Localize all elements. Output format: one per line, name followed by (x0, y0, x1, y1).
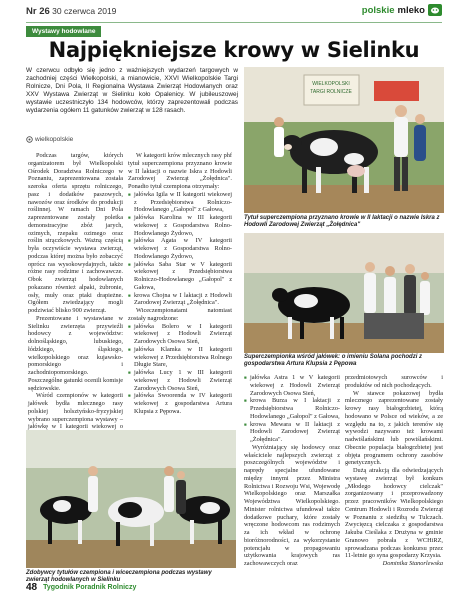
list-item: ■ krowa Mewara w II laktacji z Hodowli Zarodowej Zwierząt „Żołędnica". (244, 421, 340, 444)
photo-caption: Zdobywcy tytułów czempiona i wiceczempiona podczas wystawy zwierząt hodowlanych w Sielinku (26, 570, 212, 584)
list-item: ■ jałówka Karolina w III kategorii wiekowej z Gospodarstwa Rolno-Hodowlanego Żydowo, (128, 214, 232, 237)
body-paragraph: Wyróżniający się hodowcy oraz właściciele najlepszych zwierząt z poszczególnych województw i naprędy specjalne ufundowane między innymi przez Ministra Rolnictwa i Rozwoju Wsi, Wojewodę Wielkopolskiego oraz Marszałka Województwa Wielkopolskiego. Minister rolnictwa ufundował także dodatkowe puchary, które zostały wręczone hodowcom ras rodzimych za ich wkład w ochronę bioróżnorodności, za wykorzystanie potencjału w propagowaniu użytkowania krajowych ras zachowawczych oraz (244, 443, 340, 567)
list-item: ■ krowa Burza w I laktacji z Przedsiębiorstwa Rolniczo-Hodowlanego „Gałopol" z Gałowa, (244, 397, 340, 420)
list-item: ■ jałówka Astra 1 w V kategorii wiekowej z Hodowli Zwierząt Zarodowych Osowa Sień, (244, 374, 340, 397)
photo-image (244, 233, 444, 353)
list-item: ■ jałówka Klamka w II kategorii wiekowej z Przedsiębiorstwa Rolnego Długie Stare, (128, 346, 232, 369)
publication-name: Tygodnik Poradnik Rolniczy (43, 584, 137, 591)
article-column-3 (244, 374, 340, 568)
tag-icon (26, 136, 33, 143)
body-paragraph: Wiceczempionatami natomiast zostały nagrodzone: (128, 307, 232, 322)
body-paragraph: Wśród czempionów w kategorii jałówek bydła mlecznego rasy polskiej holsztyńsko-fryzyjskiej wybrano superczempiona wystawy – jałówkę w I kategorii wiekowej o (28, 392, 123, 431)
list-item: ■ jałówka Agata w IV kategorii wiekowej z Gospodarstwa Rolno-Hodowlanego Żydowo, (128, 237, 232, 260)
body-paragraph: Dużą atrakcją dla odwiedzających wystawę zwierząt był konkurs „Młodego hodowcy cielczak" zorganizowany i przeprowadzony przez pracowników Wielkopolskiego Centrum Hodowli i Rozrodu Zwierząt w Poznaniu z siedzibą w Tulczach. Zwycięzcą cielczaka z gospodarstwa Jakuba Cieślaka z Drużyna w gminie Granowo pobrała z WCHiRZ, sprowadzana podczas konkursu przez 11-letnie go syna gospodarzy Krzysia. (345, 467, 443, 560)
header-divider (26, 22, 442, 23)
vice-champion-list (128, 323, 232, 416)
photo-caption: Tytuł superczempiona przyznano krowie w II laktacji o nazwie Iskra z Hodowli Zarodowej Zwierząt „Żołędnica" (244, 215, 440, 229)
list-item: ■ jałówka Swoorenda w IV kategorii wiekowej z gospodarstwa Artura Klupsia z Pępowa. (128, 392, 232, 415)
article-column-4 (345, 374, 443, 568)
photo-superchampion-cow (244, 67, 444, 213)
article-column-1 (28, 152, 123, 447)
brand-right: mleko (397, 4, 425, 16)
photo-image (26, 430, 236, 568)
banner-text: WIELKOPOLSKI (312, 81, 350, 87)
article-column-2 (128, 152, 232, 416)
page-header (26, 4, 442, 22)
body-paragraph: Prezentowane i wystawiane w Sielinku zwierzęta przywieźli hodowcy z województw: dolnośląskiego, lubuskiego, łódzkiego, śląskiego, wielkopolskiego oraz kujawsko-pomorskiego i zachodniopomorskiego. Poszczególne gatunki ocenili komisje sędziowskie. (28, 314, 123, 392)
section-tag: Wystawy hodowlane (26, 26, 101, 37)
list-item: ■ jałówka Bolero w I kategorii wiekowej z Hodowli Zwierząt Zarodowych Osowa Sień, (128, 323, 232, 346)
cow-icon (428, 4, 442, 16)
list-item: ■ jałówka Lucy 1 w III kategorii wiekowej z Hodowli Zwierząt Zarodowych Osowa Sień, (128, 369, 232, 392)
region-tag[interactable] (26, 136, 73, 143)
champion-list (128, 191, 232, 307)
brand-logo (362, 4, 442, 16)
issue-info (26, 6, 116, 17)
photo-heifer-solana (244, 233, 444, 353)
body-paragraph: Podczas targów, których organizatorem był Wielkopolski Ośrodek Doradztwa Rolniczego w Poznaniu, zaprezentowana została szeroka oferta sprzętu rolniczego, pasz i dodatków paszowych, nawozów oraz środków do produkcji roślinnej. W ramach Dni Pola zaprezentowane zostały poletka demonstracyjne zbóż jarych, ozimych, rzepaku ozimego oraz roślin strączkowych. Ważną częścią była oczywiście wystawa zwierząt, podczas której można było zobaczyć oprócz ras wysokowydajnych, także różne rasy rodzime i zachowawcze. Obok zwierząt hodowlanych pokazano również alpaki, żubronie, osły, muły oraz ptaki drapieżne. Ogółem zwiedzający mogli podziwiać blisko 900 zwierząt. (28, 152, 123, 314)
banner-text: TARGI ROLNICZE (310, 89, 352, 95)
body-paragraph: W kategorii krów mlecznych rasy phf tytuł superczempiona przyznano krowie w II laktacji o nazwie Iskra z Hodowli Zarodowej Zwierząt „Żołędnica". Ponadto tytuł czempiona otrzymały: (128, 152, 232, 190)
list-item: ■ krowa Chojna w I laktacji z Hodowli Zarodowej Zwierząt „Żołędnica". (128, 292, 232, 308)
photo-image (244, 67, 444, 213)
body-paragraph: przedmiotowych surowców i produktów od nich pochodzących. (345, 374, 443, 389)
list-item: ■ jałówka Igila w II kategorii wiekowej z Przedsiębiorstwa Rolniczo-Hodowlanego „Gałopol" z Gałowa, (128, 191, 232, 214)
issue-number: Nr 26 (26, 6, 50, 17)
page-footer (26, 582, 136, 593)
body-paragraph: W stawce pokazowej bydła mlecznego zaprezentowane zostały krowy rasy białogrzbietej, którą hodowano w Polsce od wieków, a ze względu na to, z jakich terenów się wywodzi nazywano też krowami nadwiślańskimi lub powiślańskimi. Obecnie populacja białogrzbietej jest objęta programem ochrony zasobów genetycznych. (345, 389, 443, 467)
headline: Najpiękniejsze krowy w Sielinku (48, 38, 420, 62)
photo-champions-group (26, 430, 236, 568)
brand-left: polskie (361, 4, 395, 16)
list-item: ■ jałówka Saba Star w V kategorii wiekowej z Przedsiębiorstwa Rolniczo-Hodowlanego „Gałopol" z Gałowa, (128, 261, 232, 292)
vice-champion-list-cont (244, 374, 340, 444)
article-author: Dominika Stanorlewska (382, 560, 443, 567)
lead-paragraph: W czerwcu odbyło się jedno z ważniejszych wydarzeń targowych w zachodniej części Wielkopolski, a mianowicie, XXVI Wielkopolskie Targi Rolnicze, Dni Pola, II Regionalna Wystawa Zwierząt Hodowlanych oraz XXV Wystawa Zwierząt w Sielinku koło Opalenicy. W jubileuszowej wystawie uczestniczyło 134 hodowców, którzy zaprezentowali podczas wydarzenia ogółem 11 gatunków zwierząt w 128 rasach. (26, 67, 238, 114)
issue-date: 30 czerwca 2019 (52, 6, 117, 16)
page-number: 48 (26, 582, 38, 593)
region-tag-label: wielkopolskie (35, 136, 74, 143)
photo-caption: Superczempionka wśród jałówek: o imieniu Solana pochodzi z gospodarstwa Artura Klupsia z Pępowa (244, 354, 423, 368)
